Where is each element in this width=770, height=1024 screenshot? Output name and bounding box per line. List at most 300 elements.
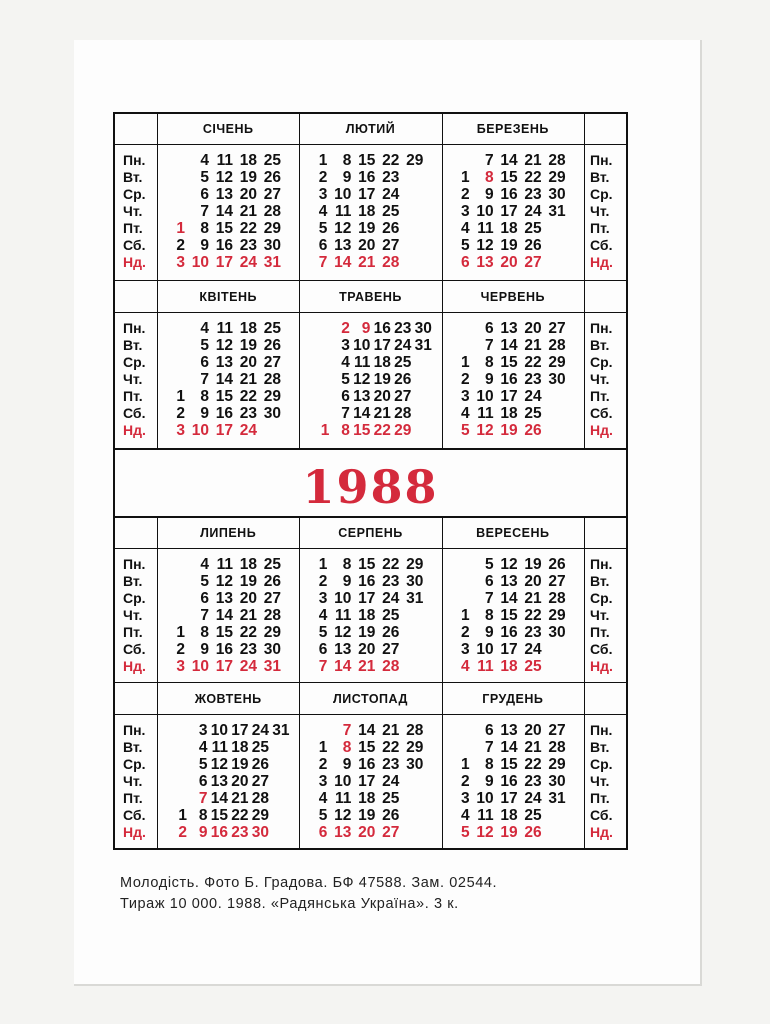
day-number: 1 <box>320 422 330 439</box>
day-number: 23 <box>524 624 542 641</box>
day-number: 8 <box>342 556 352 573</box>
day-number: 23 <box>524 371 542 388</box>
day-number: 9 <box>198 824 208 841</box>
week-row <box>173 573 281 590</box>
day-number: 27 <box>548 573 566 590</box>
week-row <box>173 152 281 169</box>
day-number: 28 <box>394 405 412 422</box>
day-number: 2 <box>318 756 328 773</box>
day-number: 25 <box>263 152 281 169</box>
weekday-label: Нд. <box>590 824 613 840</box>
day-number: 12 <box>476 824 494 841</box>
column-divider <box>584 112 585 280</box>
weekday-label: Сб. <box>590 641 613 657</box>
day-number: 29 <box>394 422 412 439</box>
day-number: 7 <box>318 658 328 675</box>
day-number: 22 <box>382 556 400 573</box>
day-number: 25 <box>382 607 400 624</box>
day-number: 6 <box>200 186 209 203</box>
day-number: 18 <box>239 556 257 573</box>
day-number: 8 <box>200 388 209 405</box>
week-row <box>315 722 423 739</box>
weekday-labels-right <box>590 722 613 841</box>
week-row <box>315 773 423 790</box>
weekday-label: Пт. <box>123 388 143 404</box>
day-number: 14 <box>353 405 371 422</box>
day-number: 27 <box>263 354 281 371</box>
day-number: 13 <box>500 722 518 739</box>
day-number: 14 <box>215 203 233 220</box>
week-row <box>458 722 566 739</box>
day-number: 22 <box>239 624 257 641</box>
day-number: 26 <box>548 556 566 573</box>
day-number: 22 <box>524 756 542 773</box>
week-row <box>458 169 566 186</box>
day-number: 11 <box>211 739 228 756</box>
day-number: 15 <box>353 422 371 439</box>
day-number: 23 <box>382 169 400 186</box>
day-number: 20 <box>500 254 518 271</box>
day-number: 20 <box>358 824 376 841</box>
day-number: 22 <box>524 169 542 186</box>
day-number: 9 <box>485 186 494 203</box>
day-number: 25 <box>524 405 542 422</box>
day-number: 25 <box>524 658 542 675</box>
week-row <box>173 354 281 371</box>
day-number: 14 <box>500 739 518 756</box>
week-row <box>173 186 281 203</box>
day-number: 20 <box>524 722 542 739</box>
day-number: 7 <box>485 739 494 756</box>
column-divider <box>584 682 585 850</box>
day-number: 21 <box>524 590 542 607</box>
week-row <box>315 790 423 807</box>
block-divider <box>113 280 628 281</box>
day-number: 17 <box>358 773 376 790</box>
day-number: 10 <box>334 186 352 203</box>
day-number: 29 <box>251 807 269 824</box>
day-number: 15 <box>500 354 518 371</box>
weekday-label: Чт. <box>123 371 143 387</box>
day-number: 5 <box>461 422 470 439</box>
day-number: 10 <box>476 790 494 807</box>
day-number: 24 <box>524 388 542 405</box>
day-number: 7 <box>200 371 209 388</box>
weekday-label: Ср. <box>590 590 613 606</box>
day-number: 30 <box>263 237 281 254</box>
month-name: ЖОВТЕНЬ <box>194 692 262 706</box>
day-number: 31 <box>414 337 432 354</box>
week-row <box>458 641 566 658</box>
day-number: 30 <box>548 624 566 641</box>
weekday-label: Вт. <box>123 739 143 755</box>
day-number: 28 <box>548 152 566 169</box>
day-number: 12 <box>500 556 518 573</box>
day-number: 18 <box>231 739 249 756</box>
day-number: 6 <box>461 254 470 271</box>
week-row <box>315 607 423 624</box>
day-number: 2 <box>318 169 328 186</box>
day-number: 25 <box>263 320 281 337</box>
day-number: 1 <box>176 624 185 641</box>
day-number: 12 <box>215 337 233 354</box>
weekday-label: Нд. <box>123 254 146 270</box>
week-row <box>315 624 423 641</box>
header-divider <box>113 548 628 549</box>
day-number: 28 <box>548 590 566 607</box>
week-row <box>173 169 281 186</box>
weekday-label: Пт. <box>123 220 143 236</box>
week-row <box>173 422 281 439</box>
weekday-label: Сб. <box>590 405 613 421</box>
weekday-labels-right <box>590 320 613 439</box>
day-number: 13 <box>210 773 228 790</box>
day-number: 8 <box>342 739 352 756</box>
day-number: 14 <box>334 658 352 675</box>
day-number: 24 <box>239 254 257 271</box>
month-days <box>458 556 566 675</box>
day-number: 15 <box>215 220 233 237</box>
week-row <box>317 405 432 422</box>
weekday-label: Вт. <box>123 337 143 353</box>
block-divider <box>113 682 628 683</box>
day-number: 30 <box>548 186 566 203</box>
day-number: 19 <box>358 220 376 237</box>
week-row <box>458 573 566 590</box>
day-number: 3 <box>318 186 328 203</box>
week-row <box>315 169 423 186</box>
day-number: 14 <box>334 254 352 271</box>
day-number: 17 <box>500 641 518 658</box>
day-number: 18 <box>358 607 376 624</box>
month-days <box>173 320 281 439</box>
column-divider <box>157 280 158 448</box>
day-number: 11 <box>216 556 233 573</box>
weekday-label: Ср. <box>590 186 613 202</box>
imprint-line-1: Молодість. Фото Б. Градова. БФ 47588. Зам. 02544. <box>120 875 498 891</box>
weekday-label: Вт. <box>590 739 610 755</box>
day-number: 17 <box>500 790 518 807</box>
day-number: 8 <box>198 807 208 824</box>
day-number: 13 <box>476 254 494 271</box>
week-row <box>173 337 281 354</box>
week-row <box>458 388 566 405</box>
day-number: 15 <box>358 556 376 573</box>
imprint-line-2: Тираж 10 000. 1988. «Радянська Україна». 3 к. <box>120 896 459 912</box>
week-row <box>458 203 566 220</box>
day-number: 7 <box>198 790 208 807</box>
day-number: 9 <box>342 756 352 773</box>
day-number: 20 <box>231 773 249 790</box>
day-number: 1 <box>461 354 470 371</box>
day-number: 1 <box>176 220 185 237</box>
day-number: 5 <box>198 756 208 773</box>
day-number: 9 <box>485 773 494 790</box>
day-number: 4 <box>318 607 328 624</box>
day-number: 2 <box>341 320 350 337</box>
day-number: 21 <box>239 203 257 220</box>
month-days <box>175 722 290 841</box>
day-number: 12 <box>334 624 352 641</box>
day-number: 29 <box>406 556 424 573</box>
day-number: 27 <box>524 254 542 271</box>
day-number: 2 <box>318 573 328 590</box>
day-number: 27 <box>394 388 412 405</box>
week-row <box>173 220 281 237</box>
week-row <box>458 320 566 337</box>
weekday-label: Пн. <box>123 556 146 572</box>
day-number: 13 <box>215 186 233 203</box>
day-number: 3 <box>198 722 208 739</box>
day-number: 16 <box>358 169 376 186</box>
day-number: 4 <box>461 658 470 675</box>
week-row <box>173 590 281 607</box>
day-number: 26 <box>524 422 542 439</box>
column-divider <box>299 280 300 448</box>
day-number: 11 <box>353 354 371 371</box>
week-row <box>315 756 423 773</box>
day-number: 5 <box>461 824 470 841</box>
day-number: 5 <box>318 624 328 641</box>
day-number: 23 <box>239 641 257 658</box>
day-number: 6 <box>318 237 328 254</box>
day-number: 24 <box>239 658 257 675</box>
week-row <box>458 739 566 756</box>
week-row <box>173 320 281 337</box>
day-number: 30 <box>263 405 281 422</box>
day-number: 3 <box>461 790 470 807</box>
day-number: 12 <box>210 756 228 773</box>
weekday-labels-right <box>590 556 613 675</box>
week-row <box>458 824 566 841</box>
day-number: 23 <box>239 237 257 254</box>
day-number: 30 <box>406 573 424 590</box>
week-row <box>175 807 290 824</box>
week-row <box>175 756 290 773</box>
header-divider <box>113 714 628 715</box>
week-row <box>173 237 281 254</box>
day-number: 19 <box>373 371 391 388</box>
day-number: 18 <box>358 790 376 807</box>
day-number: 14 <box>500 337 518 354</box>
day-number: 15 <box>358 739 376 756</box>
day-number: 19 <box>524 556 542 573</box>
day-number: 6 <box>318 824 328 841</box>
day-number: 12 <box>215 573 233 590</box>
day-number: 17 <box>358 590 376 607</box>
week-row <box>175 790 290 807</box>
day-number: 1 <box>461 756 470 773</box>
day-number: 8 <box>485 354 494 371</box>
day-number: 3 <box>341 337 350 354</box>
day-number: 9 <box>485 371 494 388</box>
month-name: ТРАВЕНЬ <box>339 290 402 304</box>
day-number: 2 <box>461 773 470 790</box>
day-number: 1 <box>318 739 328 756</box>
day-number: 14 <box>500 152 518 169</box>
column-divider <box>442 280 443 448</box>
week-row <box>175 722 290 739</box>
day-number: 9 <box>485 624 494 641</box>
day-number: 10 <box>476 388 494 405</box>
day-number: 24 <box>524 790 542 807</box>
week-row <box>458 237 566 254</box>
weekday-label: Пн. <box>590 152 613 168</box>
day-number: 4 <box>198 739 208 756</box>
day-number: 26 <box>263 573 281 590</box>
day-number: 4 <box>461 220 470 237</box>
day-number: 15 <box>215 624 233 641</box>
day-number: 2 <box>461 371 470 388</box>
day-number: 12 <box>476 237 494 254</box>
day-number: 25 <box>524 220 542 237</box>
day-number: 22 <box>231 807 249 824</box>
day-number: 11 <box>334 607 352 624</box>
day-number: 23 <box>394 320 412 337</box>
week-row <box>458 152 566 169</box>
day-number: 23 <box>382 573 400 590</box>
week-row <box>315 807 423 824</box>
day-number: 16 <box>358 573 376 590</box>
day-number: 21 <box>358 254 376 271</box>
weekday-label: Чт. <box>590 203 610 219</box>
weekday-label: Чт. <box>123 773 143 789</box>
day-number: 6 <box>341 388 350 405</box>
day-number: 30 <box>406 756 424 773</box>
day-number: 16 <box>500 624 518 641</box>
weekday-label: Нд. <box>590 254 613 270</box>
day-number: 19 <box>358 807 376 824</box>
day-number: 3 <box>176 658 185 675</box>
day-number: 15 <box>215 388 233 405</box>
weekday-label: Пн. <box>123 320 146 336</box>
day-number: 17 <box>358 186 376 203</box>
day-number: 30 <box>548 773 566 790</box>
week-row <box>173 607 281 624</box>
weekday-label: Чт. <box>590 371 610 387</box>
day-number: 20 <box>524 573 542 590</box>
day-number: 1 <box>176 388 185 405</box>
day-number: 29 <box>548 756 566 773</box>
weekday-label: Пн. <box>590 320 613 336</box>
week-row <box>315 186 423 203</box>
column-divider <box>299 112 300 280</box>
week-row <box>458 186 566 203</box>
week-row <box>315 152 423 169</box>
day-number: 16 <box>500 773 518 790</box>
day-number: 18 <box>500 807 518 824</box>
day-number: 1 <box>461 607 470 624</box>
day-number: 7 <box>200 607 209 624</box>
day-number: 25 <box>524 807 542 824</box>
day-number: 30 <box>548 371 566 388</box>
day-number: 25 <box>382 203 400 220</box>
day-number: 15 <box>500 169 518 186</box>
day-number: 5 <box>200 169 209 186</box>
day-number: 26 <box>251 756 269 773</box>
weekday-label: Сб. <box>590 807 613 823</box>
weekday-label: Сб. <box>123 237 146 253</box>
day-number: 6 <box>198 773 208 790</box>
day-number: 4 <box>200 152 209 169</box>
day-number: 15 <box>500 607 518 624</box>
column-divider <box>442 112 443 280</box>
weekday-label: Чт. <box>123 203 143 219</box>
day-number: 16 <box>500 371 518 388</box>
month-name: СЕРПЕНЬ <box>338 526 403 540</box>
day-number: 10 <box>191 658 209 675</box>
day-number: 16 <box>215 641 233 658</box>
day-number: 6 <box>485 320 494 337</box>
day-number: 26 <box>524 237 542 254</box>
day-number: 15 <box>210 807 228 824</box>
day-number: 6 <box>200 354 209 371</box>
day-number: 22 <box>239 220 257 237</box>
week-row <box>315 254 423 271</box>
day-number: 4 <box>318 790 328 807</box>
day-number: 27 <box>382 237 400 254</box>
day-number: 24 <box>251 722 269 739</box>
week-row <box>458 220 566 237</box>
day-number: 8 <box>342 152 352 169</box>
day-number: 11 <box>477 405 494 422</box>
day-number: 24 <box>239 422 257 439</box>
day-number: 26 <box>394 371 412 388</box>
day-number: 22 <box>373 422 391 439</box>
weekday-label: Вт. <box>123 169 143 185</box>
day-number: 5 <box>318 807 328 824</box>
week-row <box>458 337 566 354</box>
day-number: 20 <box>373 388 391 405</box>
weekday-label: Ср. <box>590 354 613 370</box>
header-divider <box>113 312 628 313</box>
day-number: 31 <box>263 254 281 271</box>
weekday-label: Чт. <box>123 607 143 623</box>
day-number: 3 <box>176 422 185 439</box>
day-number: 3 <box>318 773 328 790</box>
calendar-grid <box>113 112 628 850</box>
day-number: 21 <box>231 790 249 807</box>
day-number: 28 <box>382 658 400 675</box>
day-number: 26 <box>382 624 400 641</box>
day-number: 11 <box>477 658 494 675</box>
day-number: 6 <box>485 722 494 739</box>
weekday-label: Пт. <box>590 624 610 640</box>
day-number: 3 <box>176 254 185 271</box>
week-row <box>458 371 566 388</box>
week-row <box>317 354 432 371</box>
year-band-border <box>113 516 628 518</box>
day-number: 9 <box>361 320 371 337</box>
day-number: 9 <box>200 641 209 658</box>
day-number: 23 <box>239 405 257 422</box>
day-number: 14 <box>358 722 376 739</box>
day-number: 15 <box>500 756 518 773</box>
weekday-label: Пт. <box>590 388 610 404</box>
day-number: 7 <box>485 337 494 354</box>
day-number: 10 <box>210 722 228 739</box>
day-number: 22 <box>524 354 542 371</box>
year-band-border <box>113 448 628 450</box>
weekday-label: Сб. <box>590 237 613 253</box>
day-number: 13 <box>353 388 371 405</box>
month-days <box>315 152 423 271</box>
day-number: 10 <box>476 203 494 220</box>
day-number: 12 <box>353 371 371 388</box>
year-title: 1988 <box>302 460 439 514</box>
month-days <box>458 152 566 271</box>
day-number: 5 <box>341 371 350 388</box>
